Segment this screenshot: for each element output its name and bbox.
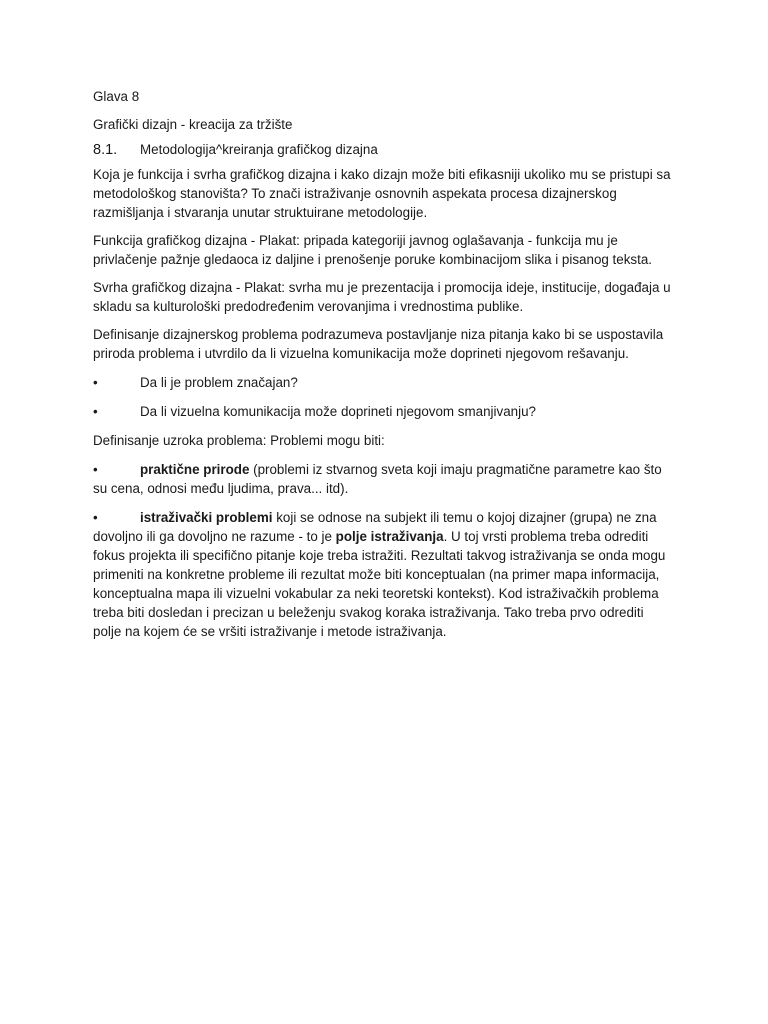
intro-paragraph: Koja je funkcija i svrha grafičkog dizajna i kako dizajn može biti efikasniji ukoliko mu se pristupi sa metodološkog stanovišta? To znači istraživanje osnovnih aspekata procesa dizajnerskog razmišljanja i stvaranja unutar struktuirane metodologije. (93, 167, 671, 220)
list-item (93, 373, 673, 392)
funkcija-text: pripada kategoriji javnog oglašavanja - funkcija mu je privlačenje pažnje gledaoca iz daljine i prenošenje poruke kombinacijom slika i pisanog teksta. (93, 233, 653, 267)
section-title: Metodologija^kreiranja grafičkog dizajna (140, 142, 378, 157)
question-2: Da li vizuelna komunikacija može doprineti njegovom smanjivanju? (140, 404, 536, 419)
chapter-subtitle: Grafički dizajn - kreacija za tržište (93, 117, 293, 132)
chapter-heading: Glava 8 (93, 89, 140, 104)
question-1: Da li je problem značajan? (140, 375, 298, 390)
bullet-marker: • (93, 462, 98, 477)
document-body (93, 87, 673, 651)
list-item (93, 402, 673, 421)
definisanje-problema-label: Definisanje dizajnerskog problema (93, 327, 298, 342)
definisanje-problema-paragraph (93, 325, 673, 363)
istrazivacki-label: istraživački problemi (140, 510, 273, 525)
funkcija-paragraph (93, 231, 673, 269)
istrazivacki-text-1: koji se odnose na subjekt ili temu o kojoj dizajner (grupa) ne zna dovoljno ili ga dovoljno ne razume - to je (93, 510, 657, 544)
svrha-text: svrha mu je prezentacija i promocija ideje, institucije, događaja u skladu sa kulturološki predodređenim verovanjima i vrednostima publike. (93, 280, 671, 314)
bullet-marker: • (93, 404, 98, 419)
section-heading (93, 142, 673, 158)
funkcija-label: Funkcija grafičkog dizajna - Plakat: (93, 233, 300, 248)
prakticne-text: (problemi iz stvarnog sveta koji imaju pragmatične parametre kao što su cena, odnosi među ljudima, prava... itd). (93, 462, 662, 496)
list-item (93, 508, 673, 641)
definisanje-problema-text: podrazumeva postavljanje niza pitanja kako bi se uspostavila priroda problema i utvrdilo da li vizuelna komunikacija može doprineti njegovom rešavanju. (93, 327, 664, 361)
polje-istrazivanja-label: polje istraživanja (335, 529, 444, 544)
definisanje-uzroka-heading: Definisanje uzroka problema: Problemi mogu biti: (93, 433, 385, 448)
bullet-marker: • (93, 375, 98, 390)
section-number: 8.1. (93, 142, 118, 158)
prakticne-label: praktične prirode (140, 462, 250, 477)
svrha-label: Svrha grafičkog dizajna - Plakat: (93, 280, 286, 295)
list-item (93, 460, 673, 498)
bullet-marker: • (93, 510, 98, 525)
istrazivacki-text-2: . U toj vrsti problema treba odrediti fokus projekta ili specifično pitanje koje treba istražiti. Rezultati takvog istraživanja se onda mogu primeniti na konkretne probleme ili rezultat može biti konceptualan (na primer mapa informacija, konceptualna mapa ili vizuelni vokabular za neki teoretski kontekst). Kod istraživačkih problema treba biti dosledan i precizan u beleženju svakog koraka istraživanja. Tako treba prvo odrediti polje na kojem će se vršiti istraživanje i metode istraživanja. (93, 529, 666, 639)
svrha-paragraph (93, 278, 673, 316)
